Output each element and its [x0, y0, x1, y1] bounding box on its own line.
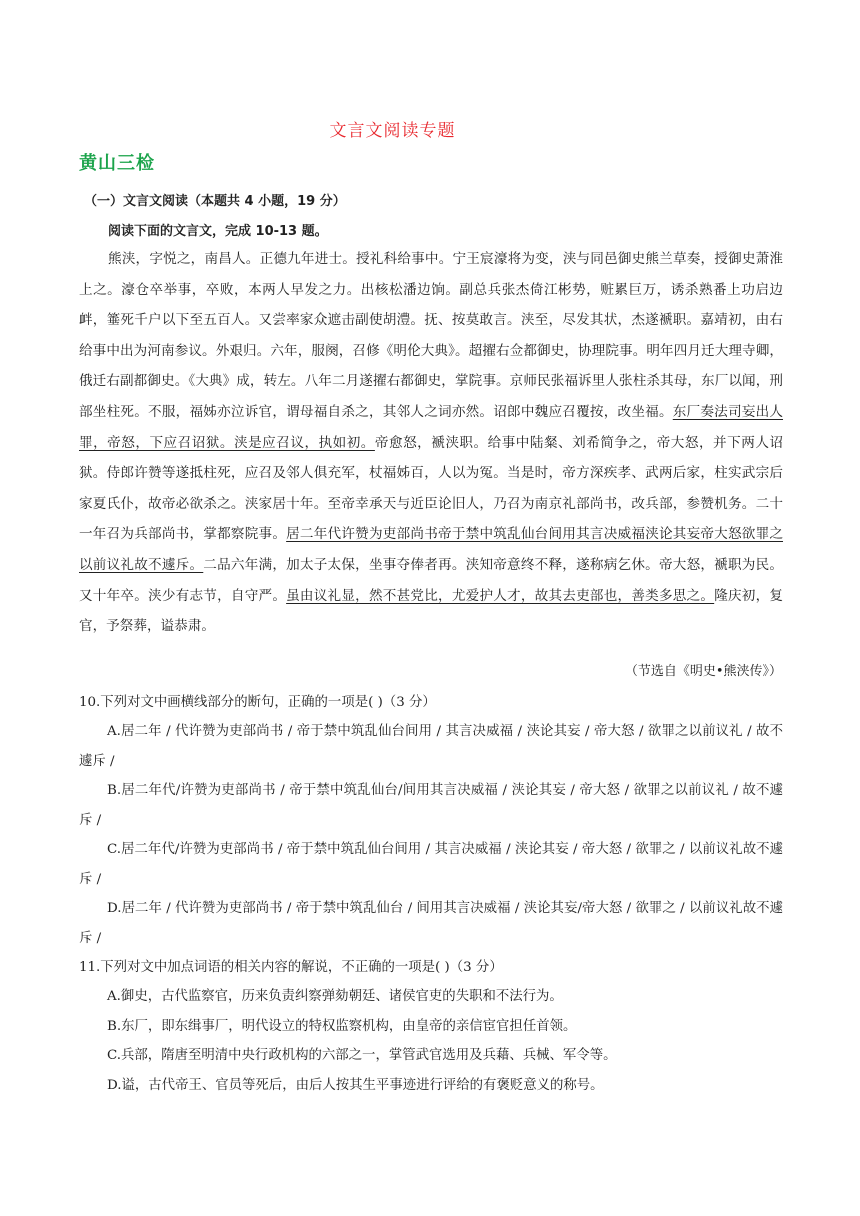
question-10-option-c: C.居二年代/许赞为吏部尚书 / 帝于禁中筑乱仙台间用 / 其言决威福 / 浃论其妄 / 帝大怒 / 欲罪之 / 以前议礼故不遽斥 /: [79, 842, 783, 887]
question-11-option-b: B.东厂，即东缉事厂，明代设立的特权监察机构，由皇帝的亲信宦官担任首领。: [107, 1019, 577, 1034]
document-title: 文言文阅读专题: [329, 121, 456, 141]
question-10-option-a: A.居二年 / 代许赞为吏部尚书 / 帝于禁中筑乱仙台间用 / 其言决威福 / 浃论其妄 / 帝大怒 / 欲罪之以前议礼 / 故不遽斥 /: [79, 724, 783, 769]
passage-text: 帝愈怒，褫浃职。给事中陆粲、刘希简争之，帝大怒，并下两人诏狱。侍郎许赞等遂抵柱死，应召及邻人俱充军，杖福姊百，人以为冤。当是时，帝方深疾孝、武两后家，柱实武宗后家夏氏仆，故帝必欲杀之。浃家居十年。至帝幸承天与近臣论旧人，乃召为南京礼部尚书，改兵部，参赞机务。二十一年召为兵部尚书，掌都察院事。: [79, 434, 784, 543]
passage-text: 熊浃，字悦之，南昌人。正德九年进士。授礼科给事中。宁王宸濠将为变，浃与同邑御史熊兰草奏，授御史萧淮上之。濠仓卒举事，卒败，本两人早发之力。出核松潘边饷。副总兵张杰倚江彬势，赃累巨万，诱杀熟番上功启边衅，箠死千户以下至五百人。又尝率家众遮击副使胡澧。抚、按莫敢言。浃至，尽发其状，杰遂褫职。嘉靖初，由右给事中出为河南参议。外艰归。六年，服阕，召修《明伦大典》。超擢右佥都御史，协理院事。明年四月迁大理寺卿，俄迁右副都御史。《大典》成，转左。八年二月遂擢右都御史，掌院事。京师民张福诉里人张柱杀其母，东厂以闻，刑部坐柱死。不服，福姊亦泣诉官，谓母福自杀之，其邻人之词亦然。诏郎中魏应召覆按，改坐福。: [79, 251, 783, 420]
question-11-stem: 11.下列对文中加点词语的相关内容的解说，不正确的一项是( )（3 分）: [79, 960, 503, 975]
question-11-option-d: D.谥，古代帝王、官员等死后，由后人按其生平事迹进行评给的有褒贬意义的称号。: [107, 1078, 604, 1093]
underlined-sentence: 虽由议礼显，然不甚党比，尤爱护人才，故其去吏部也，善类多思之。: [286, 587, 715, 604]
passage-text: 隆庆初，复官，予祭葬，谥恭肃。: [79, 587, 784, 635]
region-title: 黄山三检: [79, 153, 155, 174]
passage-source: （节选自《明史•熊浃传》）: [624, 664, 782, 679]
question-10-option-d: D.居二年 / 代许赞为吏部尚书 / 帝于禁中筑乱仙台 / 间用其言决威福 / 浃论其妄/帝大怒 / 欲罪之 / 以前议礼故不遽斥 /: [79, 901, 783, 946]
reading-instruction: 阅读下面的文言文，完成 10-13 题。: [108, 224, 328, 239]
underlined-sentence: 东厂奏法司妄出人罪，帝怒，下应召诏狱。浃是应召议，执如初。: [79, 403, 784, 451]
question-10-stem: 10.下列对文中画横线部分的断句，正确的一项是( )（3 分）: [79, 695, 436, 710]
question-10-option-b: B.居二年代/许赞为吏部尚书 / 帝于禁中筑乱仙台/间用其言决威福 / 浃论其妄 / 帝大怒 / 欲罪之以前议礼 / 故不遽斥 /: [79, 783, 783, 828]
question-11-option-a: A.御史，古代监察官，历来负责纠察弹劾朝廷、诸侯官吏的失职和不法行为。: [107, 989, 563, 1004]
passage-text: 二品六年满，加太子太保，坐事夺俸者再。浃知帝意终不释，遂称病乞休。帝大怒，褫职为民。又十年卒。浃少有志节，自守严。: [79, 556, 784, 604]
underlined-sentence: 居二年代许赞为吏部尚书帝于禁中筑乱仙台间用其言决威福浃论其妄帝大怒欲罪之以前议礼故不遽斥。: [79, 526, 784, 573]
classical-passage: [79, 244, 783, 642]
question-11-option-c: C.兵部，隋唐至明清中央行政机构的六部之一，掌管武官选用及兵藉、兵械、军令等。: [107, 1048, 617, 1063]
section-heading: （一）文言文阅读（本题共 4 小题，19 分）: [84, 194, 346, 209]
